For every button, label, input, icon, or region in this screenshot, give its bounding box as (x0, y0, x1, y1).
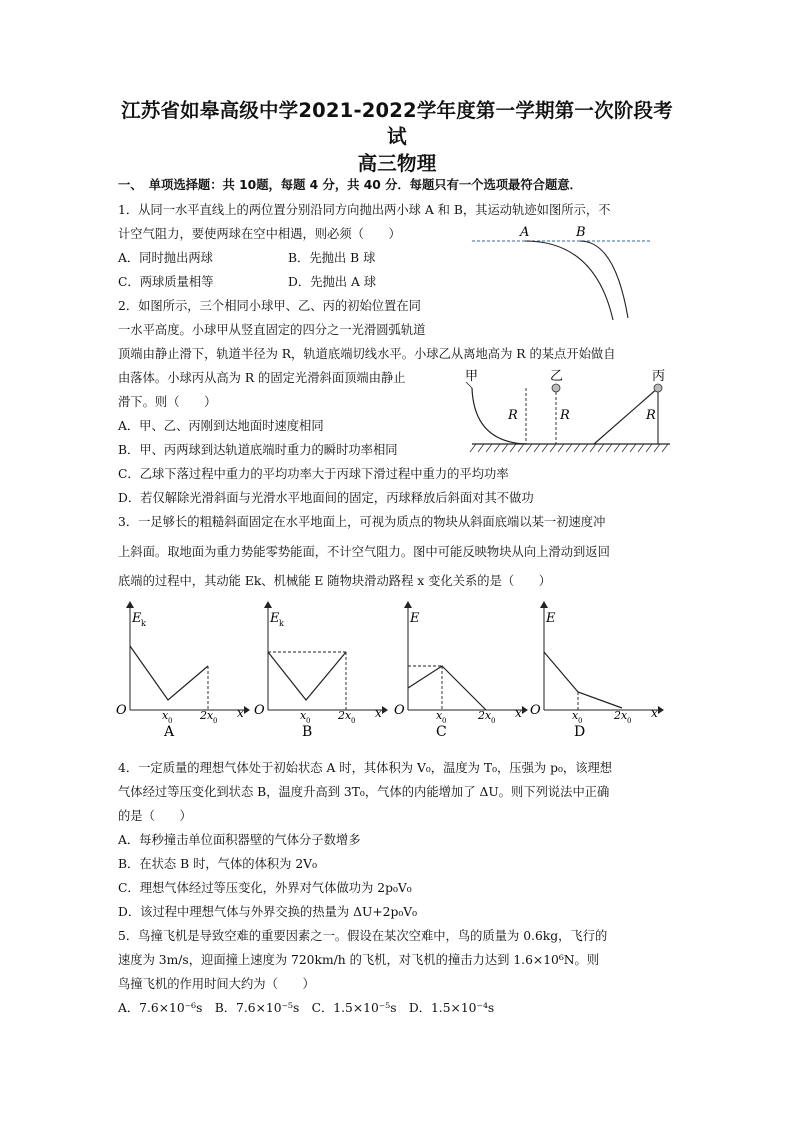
q2-figure (460, 366, 680, 458)
option-letter: D (574, 724, 586, 740)
page-title-continued: 试 (387, 125, 407, 148)
q2-stem-line1: 2．如图所示，三个相同小球甲、乙、丙的初始位置在同 (118, 299, 421, 313)
q4-stem-line3: 的是（ ） (118, 809, 192, 823)
y-axis-arrow (540, 601, 548, 608)
option-letter: C (436, 724, 447, 740)
q3-stem-line3: 底端的过程中，其动能 Ek、机械能 E 随物块滑动路程 x 变化关系的是（ ） (118, 574, 552, 588)
y-axis-arrow (264, 601, 272, 608)
q2-stem-line2: 一水平高度。小球甲从竖直固定的四分之一光滑圆弧轨道 (118, 323, 426, 337)
curve (130, 646, 208, 700)
q4-option-b: B．在状态 B 时，气体的体积为 2V₀ (118, 857, 317, 871)
tick-x0-sub: 0 (442, 717, 447, 725)
label-a: A (520, 225, 530, 240)
page-title: 江苏省如皋高级中学2021-2022学年度第一学期第一次阶段考 (121, 99, 673, 122)
q3-graph-c (390, 600, 530, 740)
origin-label: O (530, 703, 541, 718)
x-axis-arrow (382, 706, 388, 714)
section-heading: 一、 单项选择题：共 10题，每题 4 分，共 40 分．每题只有一个选项最符合题意． (118, 178, 582, 192)
q1-option-c: C．两球质量相等 (118, 275, 214, 289)
ground-hatching (470, 444, 668, 452)
y-axis-arrow (404, 601, 412, 608)
q5-stem-line1: 5．鸟撞飞机是导致空难的重要因素之一。假设在某次空难中，鸟的质量为 0.6kg，飞行的 (118, 929, 608, 943)
q5-stem-line2: 速度为 3m/s，迎面撞上速度为 720km/h 的飞机，对飞机的撞击力达到 1.6×10⁶N。则 (118, 953, 600, 967)
q5-options: A．7.6×10⁻⁶s B．7.6×10⁻⁵s C．1.5×10⁻⁵s D．1.5×10⁻⁴s (118, 1001, 495, 1015)
q3-graph-b (250, 600, 390, 740)
tick-2x0-sub: 0 (491, 717, 496, 725)
tick-x0-sub: 0 (578, 717, 583, 725)
trajectory-b (580, 241, 628, 318)
q4-option-c: C．理想气体经过等压变化，外界对气体做功为 2p₀V₀ (118, 881, 412, 895)
arc-track (472, 388, 526, 444)
radius-label-jia: R (508, 408, 518, 423)
x-label: x (651, 706, 658, 720)
y-label: E (132, 611, 142, 626)
q4-option-a: A．每秒撞击单位面积器壁的气体分子数增多 (118, 833, 361, 847)
y-axis-arrow (126, 601, 134, 608)
x-label: x (237, 706, 244, 720)
q5-stem-line3: 鸟撞飞机的作用时间大约为（ ） (118, 977, 315, 991)
y-label-sub: k (279, 619, 284, 628)
tick-x0-sub: 0 (168, 717, 173, 725)
curve (268, 652, 346, 700)
tick-2x0: 2x (200, 709, 214, 722)
q1-option-b: B．先抛出 B 球 (288, 251, 376, 265)
q1-option-d: D．先抛出 A 球 (288, 275, 377, 289)
curve (544, 652, 622, 708)
q2-option-d: D．若仅解除光滑斜面与光滑水平地面间的固定，丙球释放后斜面对其不做功 (118, 491, 534, 505)
q2-stem-line4: 由落体。小球丙从高为 R 的固定光滑斜面顶端由静止 (118, 371, 406, 385)
origin-label: O (254, 703, 265, 718)
origin-label: O (394, 703, 405, 718)
q2-option-c: C．乙球下落过程中重力的平均功率大于丙球下滑过程中重力的平均功率 (118, 467, 509, 481)
label-jia: 甲 (465, 369, 479, 384)
tick-x0: x (436, 709, 443, 722)
tick-x0: x (572, 709, 579, 722)
q4-option-d: D．该过程中理想气体与外界交换的热量为 ΔU+2p₀V₀ (118, 905, 418, 919)
y-label: E (410, 611, 420, 626)
page-subtitle: 高三物理 (357, 152, 437, 175)
q1-stem-line2: 计空气阻力，要使两球在空中相遇，则必须（ ） (118, 227, 401, 241)
option-letter: B (302, 724, 313, 740)
q3-graph-d (526, 600, 666, 740)
tick-2x0-sub: 0 (627, 717, 632, 725)
y-label-sub: k (141, 619, 146, 628)
q4-stem-line1: 4．一定质量的理想气体处于初始状态 A 时，其体积为 V₀，温度为 T₀，压强为 p₀，该理想 (118, 761, 613, 775)
height-label-bing: R (646, 408, 656, 423)
q1-option-a: A．同时抛出两球 (118, 251, 213, 265)
q1-stem-line1: 1．从同一水平直线上的两位置分别沿同方向抛出两小球 A 和 B，其运动轨迹如图所示，不 (118, 203, 611, 217)
q2-option-b: B．甲、丙两球到达轨道底端时重力的瞬时功率相同 (118, 443, 398, 457)
tick-x0-sub: 0 (306, 717, 311, 725)
height-label-yi: R (560, 408, 570, 423)
y-label: E (270, 611, 280, 626)
q3-graph-a (112, 600, 252, 740)
option-letter: A (164, 724, 175, 740)
q2-option-a: A．甲、乙、丙刚到达地面时速度相同 (118, 419, 324, 433)
q3-stem-line1: 3．一足够长的粗糙斜面固定在水平地面上，可视为质点的物块从斜面底端以某一初速度冲 (118, 515, 606, 529)
x-axis-arrow (658, 706, 664, 714)
label-bing: 丙 (652, 369, 666, 384)
x-label: x (515, 706, 522, 720)
tick-x0: x (300, 709, 307, 722)
tick-2x0: 2x (338, 709, 352, 722)
tick-2x0-sub: 0 (213, 717, 218, 725)
y-label: E (546, 611, 556, 626)
q2-stem-line5: 滑下。则（ ） (118, 395, 217, 409)
label-yi: 乙 (550, 369, 564, 384)
tick-x0: x (162, 709, 169, 722)
ball-bing (654, 384, 662, 392)
tick-2x0-sub: 0 (351, 717, 356, 725)
tick-2x0: 2x (614, 709, 628, 722)
tick-2x0: 2x (478, 709, 492, 722)
trajectory-a (525, 241, 613, 320)
curve (408, 666, 486, 710)
q4-stem-line2: 气体经过等压变化到状态 B，温度升高到 3T₀，气体的内能增加了 ΔU。则下列说法中正确 (118, 785, 610, 799)
q2-stem-line3: 顶端由静止滑下，轨道半径为 R，轨道底端切线水平。小球乙从离地高为 R 的某点开始做自 (118, 347, 616, 361)
label-b: B (576, 225, 586, 240)
x-label: x (375, 706, 382, 720)
q1-trajectory-figure (470, 222, 660, 322)
origin-label: O (116, 703, 127, 718)
ball-yi (552, 384, 560, 392)
q3-stem-line2: 上斜面。取地面为重力势能零势能面，不计空气阻力。图中可能反映物块从向上滑动到返回 (118, 545, 610, 559)
